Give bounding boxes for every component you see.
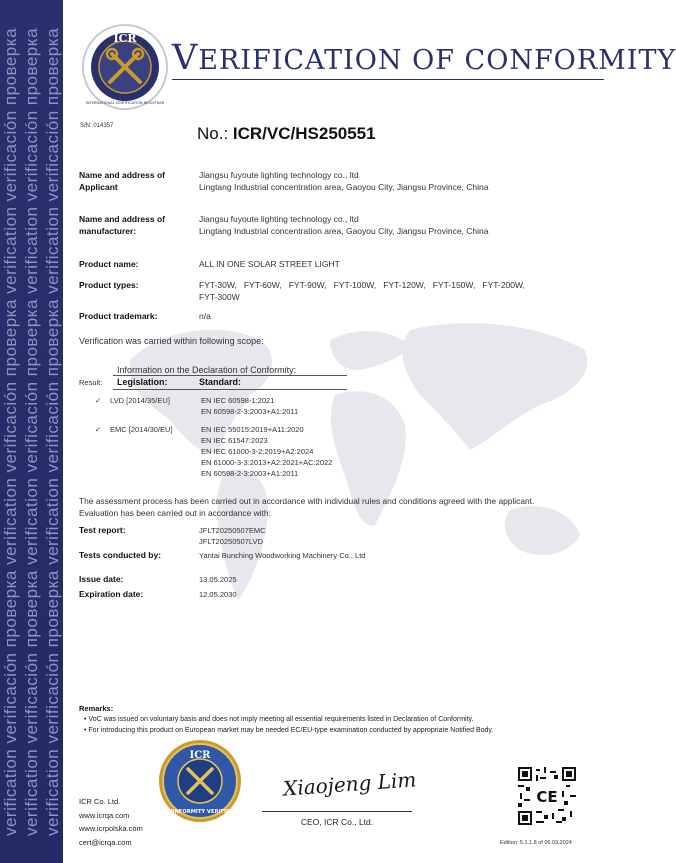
signature-caption: CEO, ICR Co., Ltd. (300, 817, 374, 827)
side-text-column: verification verificación проверка verification verificación проверка verification verificación проверка (43, 27, 63, 836)
tests-conducted-label: Tests conducted by: (79, 550, 162, 560)
issue-date-value: 13.05.2025 (199, 575, 237, 584)
conformity-seal (157, 738, 243, 824)
legislation-lvd: LVD [2014/35/EU] (110, 396, 170, 405)
world-map-watermark (90, 300, 610, 630)
applicant-value: Jiangsu fuyoute lighting technology co., ltd Lingtang Industrial concentration area, Gaoyou City, Jiangsu Province, China (199, 170, 489, 192)
standard-list: EN IEC 60598-1:2021 EN 60598-2-3:2003+A1:2011 (201, 396, 299, 416)
seal-bottom-text: CONFORMITY VERIFIED (166, 809, 234, 815)
doc-info-header: Information on the Declaration of Conformity: (117, 365, 297, 375)
check-icon: ✓ (95, 396, 102, 405)
product-trademark-label: Product trademark: (79, 311, 158, 321)
remarks-list: • VoC was issued on voluntary basis and does not imply meeting all essential requirements listed in Declaration of Conformity. • For introducing this product on European market may be needed EC/EU-type examination conducted by appropriate Notified Body. (84, 716, 494, 734)
website-link[interactable]: www.icrqa.com (79, 810, 130, 820)
ce-mark: CE (536, 788, 558, 806)
tests-conducted-value: Yantai Bunching Woodworking Machinery Co., Ltd (199, 551, 366, 560)
seal-top-text: ICR (189, 750, 211, 761)
product-types-value: FYT-30W, FYT-60W, FYT-90W, FYT-100W, FYT-120W, FYT-150W, FYT-200W, FYT-300W (199, 280, 525, 302)
contact-block (79, 795, 143, 849)
signature: Xiaojeng Lim (282, 767, 418, 801)
manufacturer-value: Jiangsu fuyoute lighting technology co., ltd Lingtang Industrial concentration area, Gaoyou City, Jiangsu Province, China (199, 214, 489, 236)
result-label: Result: (79, 378, 103, 387)
standard-header: Standard: (199, 377, 242, 387)
title-underline (172, 79, 604, 80)
check-icon: ✓ (95, 425, 102, 434)
test-report-value: JFLT20250507EMC JFLT20250507LVD (199, 526, 266, 546)
document-title: VERIFICATION OF CONFORMITY (172, 38, 676, 78)
serial-number: S/N: 014357 (80, 123, 114, 129)
product-name-label: Product name: (79, 259, 139, 269)
test-report-label: Test report: (79, 525, 126, 535)
manufacturer-label: Name and address of manufacturer: (79, 214, 165, 236)
website-link[interactable]: www.icrpolska.com (79, 824, 143, 833)
scope-intro: Verification was carried within following scope: (79, 336, 264, 346)
logo-ring-text: INTERNATIONAL CERTIFICATION REGISTRAR (85, 101, 165, 105)
assessment-text: The assessment process has been carried out in accordance with individual rules and conditions agreed with the applicant. Evaluation has been carried out in accordance with: (79, 496, 535, 518)
email-link[interactable]: cert@icrqa.com (79, 837, 132, 847)
issue-date-label: Issue date: (79, 574, 124, 584)
product-trademark-value: n/a (199, 311, 211, 321)
side-text-column: verification verificación проверка verification verificación проверка verification verificación проверка (22, 27, 42, 836)
certificate-number: No.: ICR/VC/HS250551 (197, 124, 376, 143)
logo-top-text: ICR (113, 32, 137, 45)
remarks-title: Remarks: (79, 704, 114, 713)
legislation-header: Legislation: (117, 377, 168, 387)
applicant-label: Name and address of Applicant (79, 170, 165, 192)
product-types-label: Product types: (79, 280, 139, 290)
product-name-value: ALL IN ONE SOLAR STREET LIGHT (199, 259, 340, 269)
standard-list: EN IEC 55015:2019+A11:2020 EN IEC 61547:2023 EN IEC 61000-3-2:2019+A2:2024 EN 61000-3-3:2013+A2:2021+AC:2022 EN 60598-2-3:2003+A1:2011 (201, 425, 333, 478)
icr-logo (80, 22, 170, 112)
side-banner (0, 0, 63, 863)
company-name: ICR Co. Ltd. (79, 797, 121, 806)
legislation-emc: EMC [2014/30/EU] (110, 425, 173, 434)
signature-line (262, 811, 412, 812)
qr-code[interactable] (518, 767, 576, 825)
edition-note: Edition: 5.1.1.8 of 06.03.2024 (500, 840, 572, 846)
expiration-date-label: Expiration date: (79, 589, 144, 599)
side-text-column: verification verificación проверка verification verificación проверка verification verificación проверка (1, 27, 21, 836)
table-header-underline (113, 389, 347, 390)
expiration-date-value: 12.05.2030 (199, 590, 237, 599)
